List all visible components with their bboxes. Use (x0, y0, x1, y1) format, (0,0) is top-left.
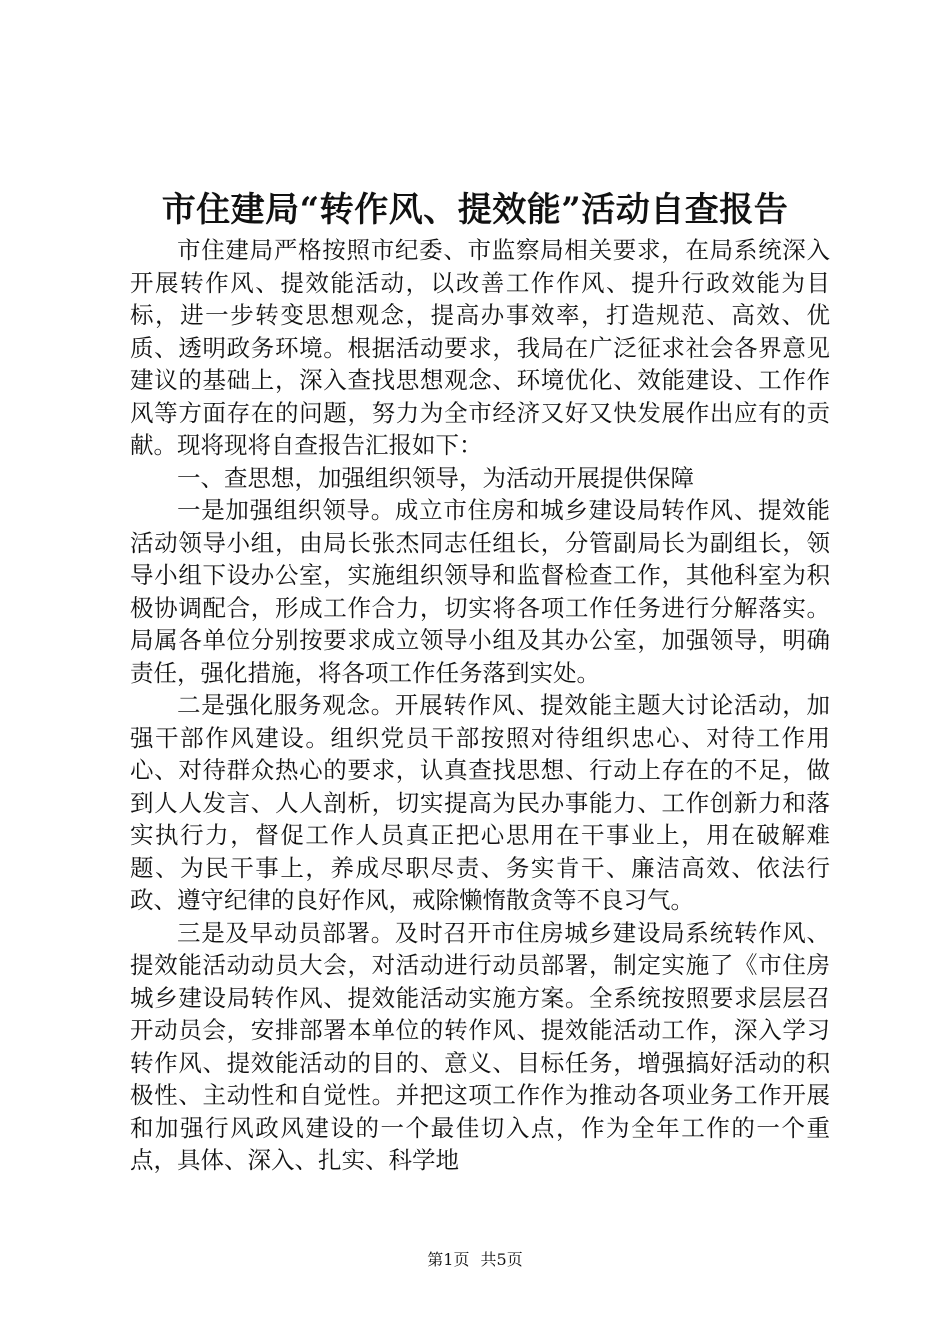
intro-paragraph: 市住建局严格按照市纪委、市监察局相关要求，在局系统深入开展转作风、提效能活动，以改善工作作风、提升行政效能为目标，进一步转变思想观念，提高办事效率，打造规范、高效、优质、透明政务环境。根据活动要求，我局在广泛征求社会各界意见建议的基础上，深入查找思想观念、环境优化、效能建设、工作作风等方面存在的问题，努力为全市经济又好又快发展作出应有的贡献。现将现将自查报告汇报如下： (130, 236, 830, 459)
page-total: 共5页 (480, 1250, 523, 1269)
section-heading: 一、查思想，加强组织领导，为活动开展提供保障 (177, 463, 694, 492)
document-body (130, 234, 830, 1177)
body-paragraph: 二是强化服务观念。开展转作风、提效能主题大讨论活动，加强干部作风建设。组织党员干部按照对待组织忠心、对待工作用心、对待群众热心的要求，认真查找思想、行动上存在的不足，做到人人发言、人人剖析，切实提高为民办事能力、工作创新力和落实执行力，督促工作人员真正把心思用在干事业上，用在破解难题、为民干事上，养成尽职尽责、务实肯干、廉洁高效、依法行政、遵守纪律的良好作风，戒除懒惰散贪等不良习气。 (130, 691, 830, 914)
body-paragraph: 一是加强组织领导。成立市住房和城乡建设局转作风、提效能活动领导小组，由局长张杰同志任组长，分管副局长为副组长，领导小组下设办公室，实施组织领导和监督检查工作，其他科室为积极协调配合，形成工作合力，切实将各项工作任务进行分解落实。局属各单位分别按要求成立领导小组及其办公室，加强领导，明确责任，强化措施，将各项工作任务落到实处。 (130, 496, 830, 687)
document-title: 市住建局“转作风、提效能”活动自查报告 (161, 190, 789, 230)
page-footer (0, 1249, 950, 1271)
body-paragraph: 三是及早动员部署。及时召开市住房城乡建设局系统转作风、提效能活动动员大会，对活动进行动员部署，制定实施了《市住房城乡建设局转作风、提效能活动实施方案。全系统按照要求层层召开动员会，安排部署本单位的转作风、提效能活动工作，深入学习转作风、提效能活动的目的、意义、目标任务，增强搞好活动的积极性、主动性和自觉性。并把这项工作作为推动各项业务工作开展和加强行风政风建设的一个最佳切入点，作为全年工作的一个重点，具体、深入、扎实、科学地 (130, 918, 830, 1174)
page-number: 第1页 (427, 1250, 470, 1269)
